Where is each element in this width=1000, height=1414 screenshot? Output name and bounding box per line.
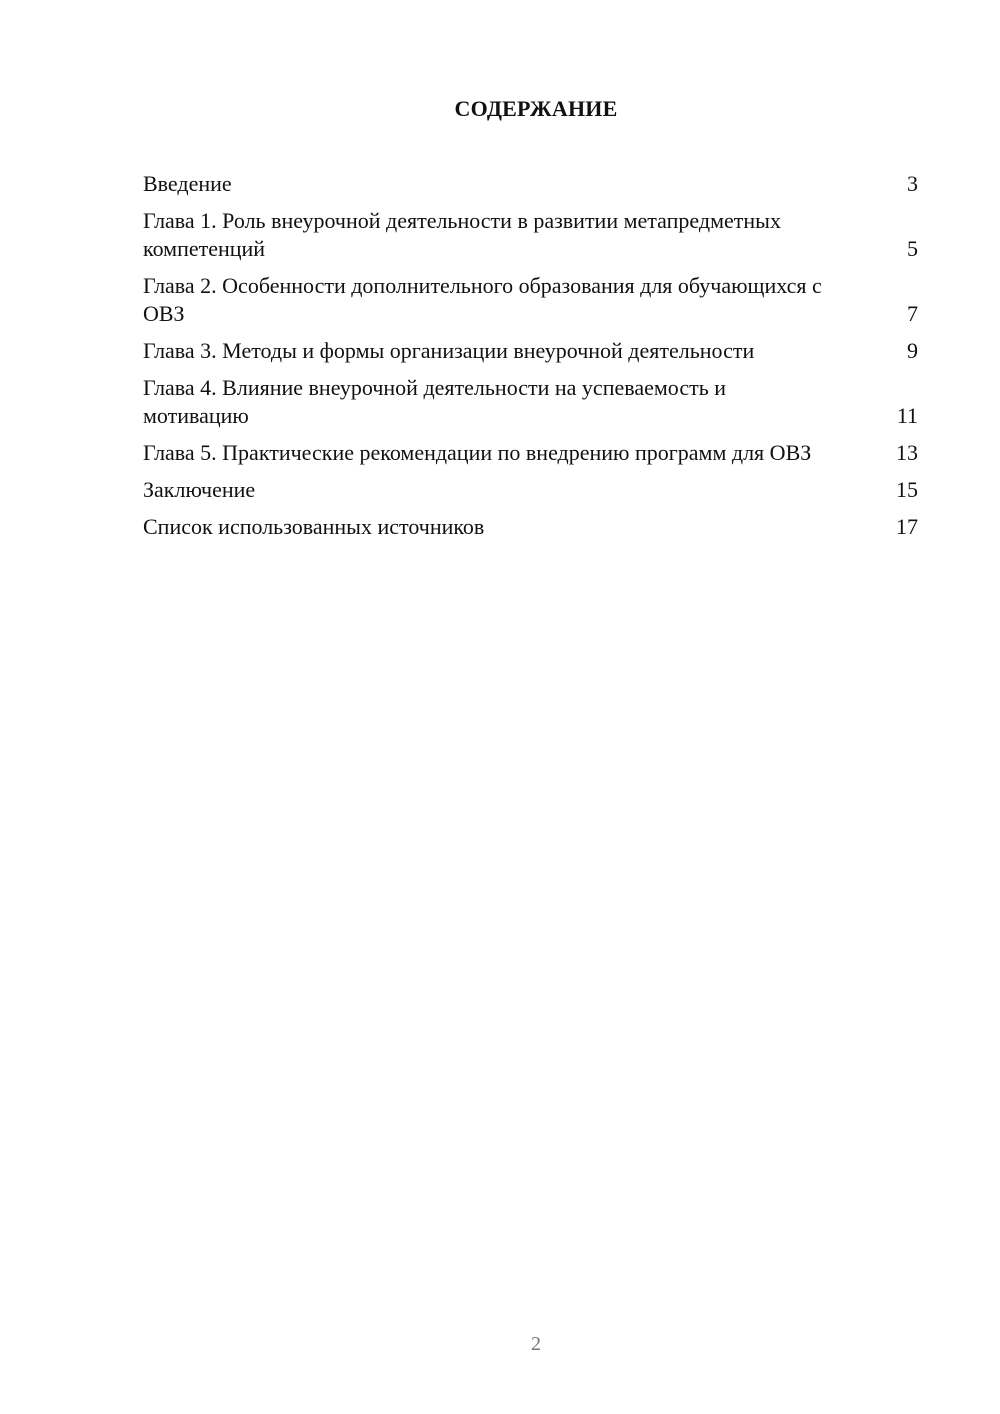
toc-item-page: 13 [896,440,918,465]
toc-item[interactable] [143,513,918,541]
toc-item-page: 17 [896,514,918,539]
toc-item[interactable] [143,476,918,504]
toc-item[interactable] [143,207,918,263]
page-title: СОДЕРЖАНИЕ [454,96,618,121]
toc-item-page: 11 [896,403,918,428]
toc-item-title: Глава 3. Методы и формы организации внеурочной деятельности [143,338,755,363]
page-number: 2 [531,1333,541,1355]
toc-item[interactable] [143,170,918,198]
toc-item-title: Введение [143,171,232,196]
toc-item[interactable] [143,439,918,467]
toc-item-page: 9 [907,338,918,363]
toc-item-title: Список использованных источников [143,514,485,539]
toc-item-title: Глава 4. Влияние внеурочной деятельности на успеваемость и мотивацию [143,375,727,428]
toc-item-title: Глава 1. Роль внеурочной деятельности в развитии метапредметных компетенций [143,208,781,261]
toc-item[interactable] [143,337,918,365]
toc-item[interactable] [143,374,918,430]
table-of-contents [143,170,918,550]
toc-item-page: 7 [907,301,918,326]
toc-item-page: 15 [896,477,918,502]
toc-item-title: Заключение [143,477,256,502]
toc-item-page: 3 [907,171,918,196]
toc-item-title: Глава 2. Особенности дополнительного образования для обучающихся с ОВЗ [143,273,822,326]
toc-item[interactable] [143,272,918,328]
toc-item-page: 5 [907,236,918,261]
toc-item-title: Глава 5. Практические рекомендации по внедрению программ для ОВЗ [143,440,812,465]
